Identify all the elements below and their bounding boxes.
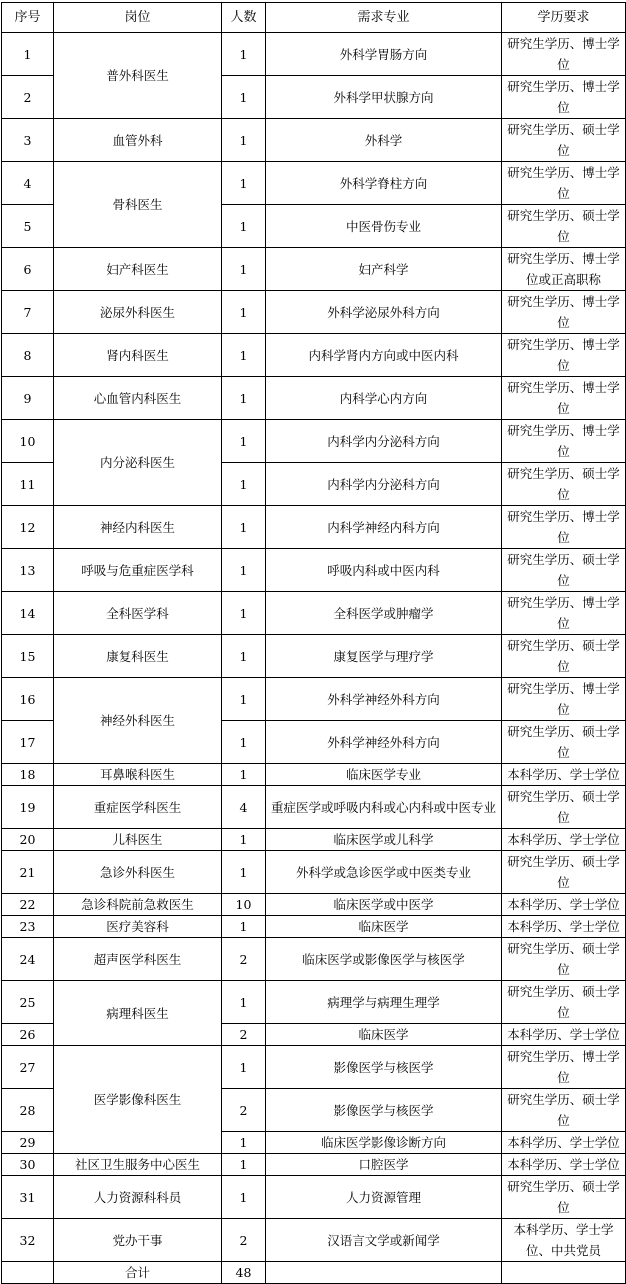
row-count: 2 [222,938,266,981]
row-count: 2 [222,1219,266,1262]
row-count: 1 [222,377,266,420]
row-major: 内科学内分泌科方向 [266,463,502,506]
row-count: 1 [222,291,266,334]
row-post: 医疗美容科 [54,916,222,938]
row-major: 康复医学与理疗学 [266,635,502,678]
table-row [2,894,626,916]
row-count: 1 [222,721,266,764]
table-row [2,635,626,678]
row-no: 25 [2,981,54,1024]
row-edu: 本科学历、学士学位 [502,829,626,851]
row-edu: 本科学历、学士学位 [502,1132,626,1154]
row-edu: 本科学历、学士学位 [502,1024,626,1046]
row-post: 重症医学科医生 [54,786,222,829]
row-major: 外科学甲状腺方向 [266,76,502,119]
table-row [2,1046,626,1089]
table-row [2,1176,626,1219]
row-count: 1 [222,678,266,721]
row-edu: 本科学历、学士学位 [502,916,626,938]
row-no: 2 [2,76,54,119]
row-no: 9 [2,377,54,420]
header-major: 需求专业 [266,3,502,33]
table-row [2,549,626,592]
row-major: 临床医学或影像医学与核医学 [266,938,502,981]
table-row [2,1219,626,1262]
row-edu: 研究生学历、博士学位 [502,377,626,420]
row-major: 内科学心内方向 [266,377,502,420]
row-no: 1 [2,33,54,76]
row-count: 2 [222,1024,266,1046]
row-no: 17 [2,721,54,764]
row-post: 医学影像科医生 [54,1046,222,1154]
row-major: 临床医学或儿科学 [266,829,502,851]
row-count: 1 [222,981,266,1024]
header-edu: 学历要求 [502,3,626,33]
row-major: 汉语言文学或新闻学 [266,1219,502,1262]
row-edu: 研究生学历、博士学位 [502,678,626,721]
row-count: 1 [222,1132,266,1154]
row-count: 1 [222,248,266,291]
row-major: 人力资源管理 [266,1176,502,1219]
row-post: 肾内科医生 [54,334,222,377]
row-post: 泌尿外科医生 [54,291,222,334]
row-count: 1 [222,463,266,506]
row-count: 1 [222,205,266,248]
row-post: 康复科医生 [54,635,222,678]
row-major: 中医骨伤专业 [266,205,502,248]
row-edu: 研究生学历、博士学位 [502,33,626,76]
table-row [2,1154,626,1176]
row-edu: 研究生学历、博士学位 [502,506,626,549]
table-row [2,829,626,851]
row-post: 急诊科院前急救医生 [54,894,222,916]
table-row [2,764,626,786]
row-post: 普外科医生 [54,33,222,119]
total-major [266,1262,502,1284]
row-count: 1 [222,851,266,894]
row-count: 1 [222,1176,266,1219]
row-major: 外科学胃肠方向 [266,33,502,76]
row-no: 30 [2,1154,54,1176]
recruitment-table [1,2,626,1284]
row-post: 血管外科 [54,119,222,162]
table-row [2,33,626,76]
row-major: 病理学与病理生理学 [266,981,502,1024]
row-major: 临床医学专业 [266,764,502,786]
row-major: 影像医学与核医学 [266,1046,502,1089]
row-edu: 研究生学历、博士学位 [502,592,626,635]
table-row [2,420,626,463]
row-no: 8 [2,334,54,377]
row-post: 人力资源科科员 [54,1176,222,1219]
row-no: 11 [2,463,54,506]
row-no: 27 [2,1046,54,1089]
row-edu: 本科学历、学士学位 [502,764,626,786]
row-no: 29 [2,1132,54,1154]
row-edu: 本科学历、学士学位 [502,1154,626,1176]
row-edu: 研究生学历、硕士学位 [502,205,626,248]
row-post: 骨科医生 [54,162,222,248]
table-row [2,981,626,1024]
row-edu: 研究生学历、博士学位 [502,334,626,377]
row-no: 6 [2,248,54,291]
row-major: 外科学或急诊医学或中医类专业 [266,851,502,894]
row-major: 重症医学或呼吸内科或心内科或中医专业 [266,786,502,829]
row-major: 呼吸内科或中医内科 [266,549,502,592]
row-edu: 研究生学历、博士学位 [502,420,626,463]
row-major: 临床医学或中医学 [266,894,502,916]
row-count: 1 [222,549,266,592]
row-post: 耳鼻喉科医生 [54,764,222,786]
row-no: 21 [2,851,54,894]
row-post: 神经外科医生 [54,678,222,764]
row-count: 1 [222,119,266,162]
row-count: 10 [222,894,266,916]
row-edu: 研究生学历、硕士学位 [502,549,626,592]
row-count: 4 [222,786,266,829]
row-major: 影像医学与核医学 [266,1089,502,1132]
row-post: 党办干事 [54,1219,222,1262]
header-post: 岗位 [54,3,222,33]
row-no: 15 [2,635,54,678]
row-major: 内科学内分泌科方向 [266,420,502,463]
table-row [2,162,626,205]
row-count: 1 [222,1046,266,1089]
row-major: 全科医学或肿瘤学 [266,592,502,635]
row-no: 19 [2,786,54,829]
table-row [2,592,626,635]
row-no: 26 [2,1024,54,1046]
row-major: 妇产科学 [266,248,502,291]
row-post: 超声医学科医生 [54,938,222,981]
row-edu: 研究生学历、硕士学位 [502,1176,626,1219]
row-count: 1 [222,162,266,205]
total-label: 合计 [54,1262,222,1284]
row-no: 23 [2,916,54,938]
table-row [2,506,626,549]
row-no: 5 [2,205,54,248]
row-no: 7 [2,291,54,334]
row-post: 儿科医生 [54,829,222,851]
row-post: 社区卫生服务中心医生 [54,1154,222,1176]
row-count: 1 [222,916,266,938]
table-row [2,248,626,291]
row-edu: 本科学历、学士学位 [502,894,626,916]
row-count: 1 [222,592,266,635]
row-no: 31 [2,1176,54,1219]
table-row [2,851,626,894]
row-no: 24 [2,938,54,981]
row-edu: 研究生学历、博士学位 [502,1046,626,1089]
row-count: 2 [222,1089,266,1132]
table-row [2,377,626,420]
row-edu: 研究生学历、硕士学位 [502,786,626,829]
row-post: 神经内科医生 [54,506,222,549]
row-post: 心血管内科医生 [54,377,222,420]
table-row [2,678,626,721]
row-count: 1 [222,635,266,678]
row-no: 14 [2,592,54,635]
row-major: 临床医学 [266,1024,502,1046]
table-row [2,119,626,162]
row-edu: 本科学历、学士学位、中共党员 [502,1219,626,1262]
row-no: 28 [2,1089,54,1132]
row-no: 12 [2,506,54,549]
row-no: 10 [2,420,54,463]
row-major: 外科学脊柱方向 [266,162,502,205]
row-no: 22 [2,894,54,916]
row-post: 病理科医生 [54,981,222,1046]
table-header-row [2,3,626,33]
table-row [2,938,626,981]
row-post: 呼吸与危重症医学科 [54,549,222,592]
header-no: 序号 [2,3,54,33]
row-major: 外科学神经外科方向 [266,678,502,721]
row-count: 1 [222,76,266,119]
row-count: 1 [222,420,266,463]
row-count: 1 [222,829,266,851]
table-row [2,334,626,377]
row-major: 外科学泌尿外科方向 [266,291,502,334]
row-edu: 研究生学历、硕士学位 [502,1089,626,1132]
row-no: 3 [2,119,54,162]
row-edu: 研究生学历、硕士学位 [502,721,626,764]
row-count: 1 [222,1154,266,1176]
total-edu [502,1262,626,1284]
table-row [2,916,626,938]
row-edu: 研究生学历、硕士学位 [502,463,626,506]
row-count: 1 [222,764,266,786]
row-post: 全科医学科 [54,592,222,635]
row-post: 急诊外科医生 [54,851,222,894]
row-major: 外科学神经外科方向 [266,721,502,764]
row-edu: 研究生学历、博士学位 [502,291,626,334]
row-edu: 研究生学历、博士学位或正高职称 [502,248,626,291]
table-body [2,33,626,1262]
row-major: 外科学 [266,119,502,162]
row-no: 16 [2,678,54,721]
row-major: 内科学神经内科方向 [266,506,502,549]
row-edu: 研究生学历、博士学位 [502,162,626,205]
row-no: 13 [2,549,54,592]
table-row [2,291,626,334]
row-major: 口腔医学 [266,1154,502,1176]
row-no: 18 [2,764,54,786]
row-edu: 研究生学历、硕士学位 [502,851,626,894]
row-post: 妇产科医生 [54,248,222,291]
row-major: 内科学肾内方向或中医内科 [266,334,502,377]
row-edu: 研究生学历、硕士学位 [502,981,626,1024]
row-no: 20 [2,829,54,851]
row-edu: 研究生学历、硕士学位 [502,938,626,981]
table-row [2,786,626,829]
row-major: 临床医学影像诊断方向 [266,1132,502,1154]
row-no: 32 [2,1219,54,1262]
row-no: 4 [2,162,54,205]
total-no [2,1262,54,1284]
row-edu: 研究生学历、硕士学位 [502,119,626,162]
row-edu: 研究生学历、博士学位 [502,76,626,119]
header-count: 人数 [222,3,266,33]
row-post: 内分泌科医生 [54,420,222,506]
row-count: 1 [222,334,266,377]
row-count: 1 [222,33,266,76]
total-count: 48 [222,1262,266,1284]
row-major: 临床医学 [266,916,502,938]
row-edu: 研究生学历、硕士学位 [502,635,626,678]
total-row [2,1262,626,1284]
row-count: 1 [222,506,266,549]
